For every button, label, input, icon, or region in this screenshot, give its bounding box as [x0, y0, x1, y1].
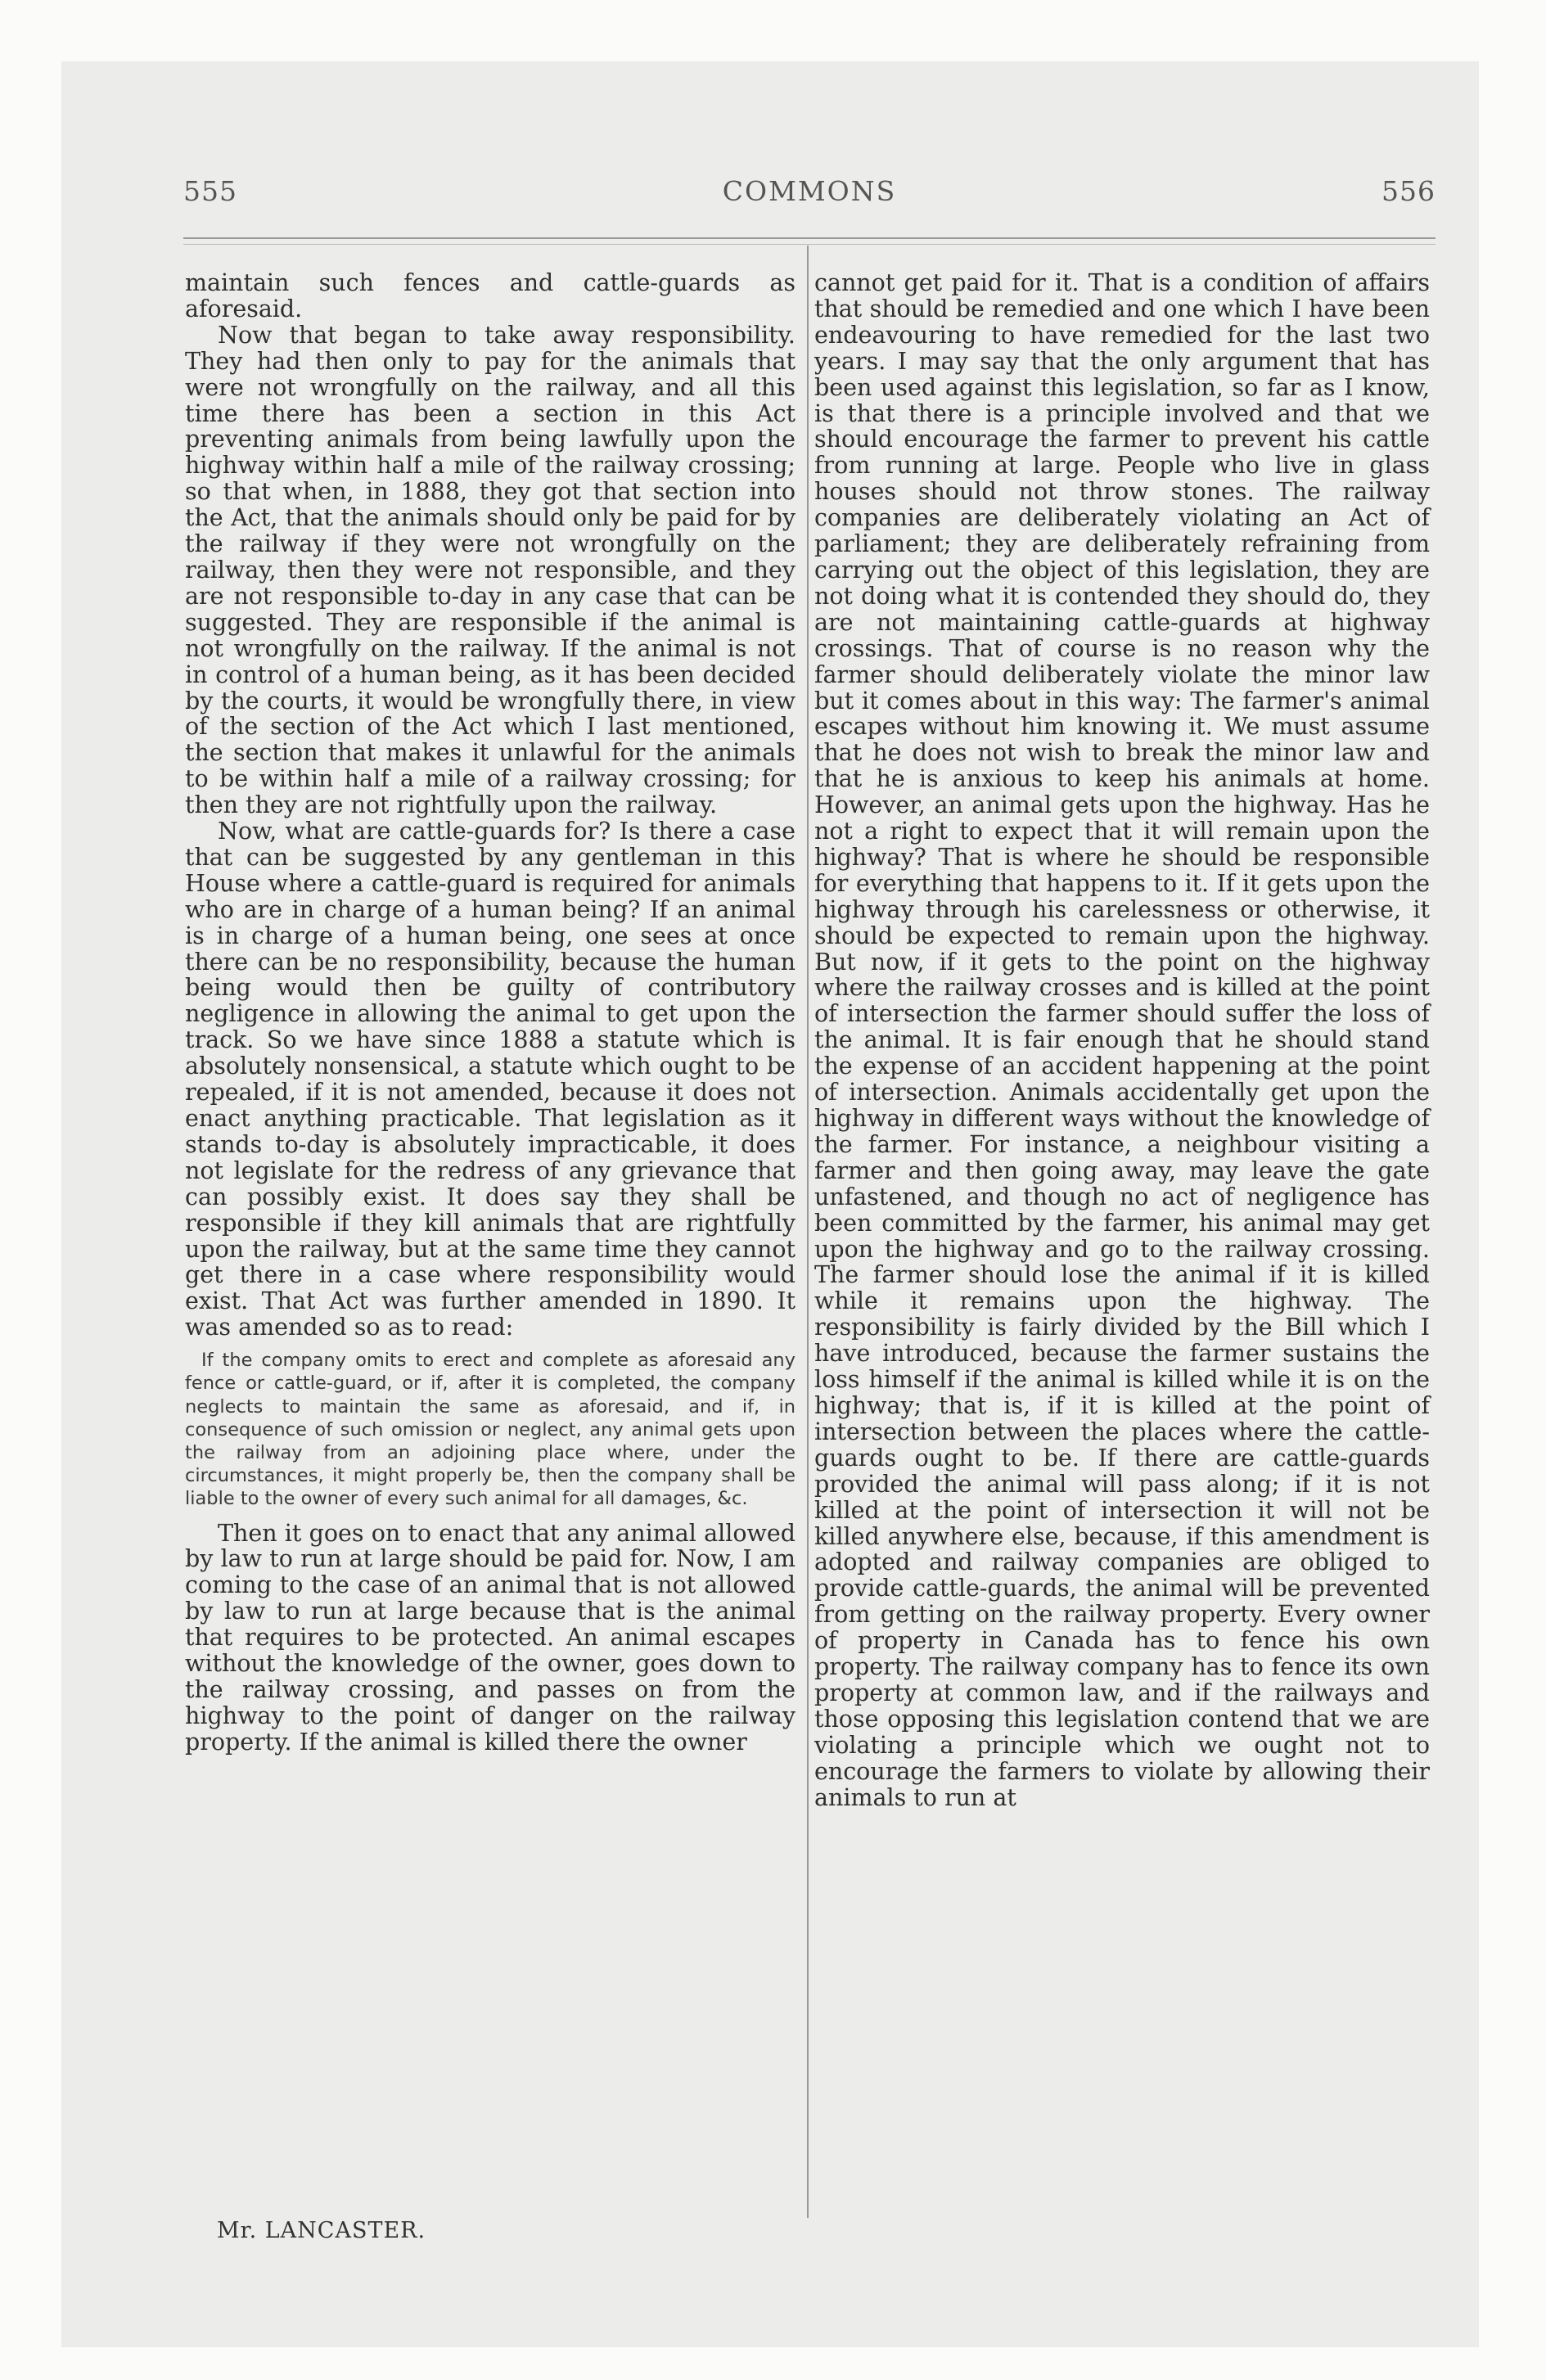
left-column [185, 270, 796, 1756]
header-rule [183, 237, 1436, 239]
header-rule-secondary [183, 244, 1436, 245]
running-header [183, 175, 1436, 216]
paragraph: Now, what are cattle-guards for? Is there a case that can be suggested by any gentleman in this House where a cattle-guard is required for animals who are in charge of a human being? If an animal is in charge of a human being, one sees at once there can be no responsibility, because the human being would then be guilty of contributory negligence in allowing the animal to get upon the track. So we have since 1888 a statute which is absolutely nonsensical, a statute which ought to be repealed, if it is not amended, because it does not enact anything practicable. That legislation as it stands to-day is absolutely impracticable, it does not legislate for the redress of any grievance that can possibly exist. It does say they shall be responsible if they kill animals that are rightfully upon the railway, but at the same time they cannot get there in a case where responsibility would exist. That Act was further amended in 1890. It was amended so as to read: [185, 818, 796, 1341]
page-title: COMMONS [722, 175, 897, 207]
speaker-signature: Mr. LANCASTER. [217, 2218, 426, 2243]
page-number-left: 555 [183, 175, 237, 207]
quoted-statute: If the company omits to erect and complete as aforesaid any fence or cattle-guard, or if, after it is completed, the company neglects to maintain the same as aforesaid, and if, in consequence of such omission or neglect, any animal gets upon the railway from an adjoining place where, under the circumstances, it might properly be, then the company shall be liable to the owner of every such animal for all damages, &c. [185, 1350, 796, 1510]
paragraph: Then it goes on to enact that any animal allowed by law to run at large should be paid for. Now, I am coming to the case of an animal that is not allowed by law to run at large because that is the animal that requires to be protected. An animal escapes without the knowledge of the owner, goes down to the railway crossing, and passes on from the highway to the point of danger on the railway property. If the animal is killed there the owner [185, 1519, 796, 1756]
paragraph: Now that began to take away responsibility. They had then only to pay for the animals that were not wrongfully on the railway, and all this time there has been a section in this Act preventing animals from being lawfully upon the highway within half a mile of the railway crossing; so that when, in 1888, they got that section into the Act, that the animals should only be paid for by the railway if they were not wrongfully on the railway, then they were not responsible, and they are not responsible to-day in any case that can be suggested. They are responsible if the animal is not wrongfully on the railway. If the animal is not in control of a human being, as it has been decided by the courts, it would be wrongfully there, in view of the section of the Act which I last mentioned, the section that makes it unlawful for the animals to be within half a mile of a railway crossing; for then they are not rightfully upon the railway. [185, 321, 796, 819]
paragraph: cannot get paid for it. That is a condition of affairs that should be remedied and one which I have been endeavouring to have remedied for the last two years. I may say that the only argument that has been used against this legislation, so far as I know, is that there is a principle involved and that we should encourage the farmer to prevent his cattle from running at large. People who live in glass houses should not throw stones. The railway companies are deliberately violating an Act of parliament; they are deliberately refraining from carrying out the object of this legislation, they are not doing what it is contended they should do, they are not maintaining cattle-guards at highway crossings. That of course is no reason why the farmer should deliberately violate the minor law but it comes about in this way: The farmer's animal escapes without him knowing it. We must assume that he does not wish to break the minor law and that he is anxious to keep his animals at home. However, an animal gets upon the highway. Has he not a right to expect that it will remain upon the highway? That is where he should be responsible for everything that happens to it. If it gets upon the highway through his carelessness or otherwise, it should be expected to remain upon the highway. But now, if it gets to the point on the highway where the railway crosses and is killed at the point of intersection the farmer should suffer the loss of the animal. It is fair enough that he should stand the expense of an accident happening at the point of intersection. Animals accidentally get upon the highway in different ways without the knowledge of the farmer. For instance, a neighbour visiting a farmer and then going away, may leave the gate unfastened, and though no act of negligence has been committed by the farmer, his animal may get upon the highway and go to the railway crossing. The farmer should lose the animal if it is killed while it remains upon the highway. The responsibility is fairly divided by the Bill which I have introduced, because the farmer sustains the loss himself if the animal is killed while it is on the highway; that is, if it is killed at the point of intersection between the places where the cattle-guards ought to be. If there are cattle-guards provided the animal will pass along; if it is not killed at the point of intersection it will not be killed anywhere else, because, if this amendment is adopted and railway companies are obliged to provide cattle-guards, the animal will be prevented from getting on the railway property. Every owner of property in Canada has to fence his own property. The railway company has to fence its own property at common law, and if the railways and those opposing this legislation contend that we are violating a principle which we ought not to encourage the farmers to violate by allowing their animals to run at [814, 269, 1430, 1811]
paragraph: maintain such fences and cattle-guards as aforesaid. [185, 269, 796, 322]
column-divider [807, 246, 809, 2218]
page-number-right: 556 [1381, 175, 1436, 207]
right-column [814, 270, 1430, 1810]
